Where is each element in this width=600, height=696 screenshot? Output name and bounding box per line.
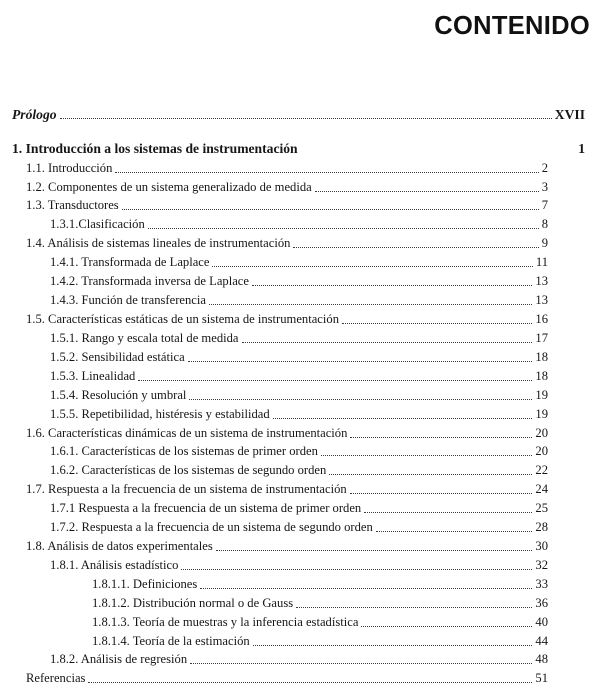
dot-leader xyxy=(376,523,533,532)
toc-entry xyxy=(26,665,548,685)
toc-entry-page: 2 xyxy=(541,161,548,175)
page-title: CONTENIDO xyxy=(434,12,590,40)
toc-entry-label: 1.8. Análisis de datos experimentales xyxy=(26,539,213,553)
toc-entry-label: 1.5.3. Linealidad xyxy=(50,369,136,383)
toc-entry xyxy=(26,230,548,250)
toc-entry xyxy=(50,514,548,534)
toc-entry-label: 1.8.1. Análisis estadístico xyxy=(50,558,179,572)
dot-leader xyxy=(115,164,538,173)
toc-entry xyxy=(50,287,548,307)
toc-entry-label: 1.8.2. Análisis de regresión xyxy=(50,652,188,666)
toc-entry xyxy=(92,609,548,629)
dot-leader xyxy=(209,296,532,305)
toc-entry xyxy=(26,533,548,553)
toc-entry-page: 25 xyxy=(535,501,548,515)
dot-leader xyxy=(88,674,532,683)
toc-entry-page: XVII xyxy=(554,107,585,122)
toc-entry-page: 13 xyxy=(535,274,548,288)
dot-leader xyxy=(296,599,532,608)
toc-entry xyxy=(26,420,548,440)
toc-entry-page: 33 xyxy=(535,577,548,591)
toc-entry-page: 9 xyxy=(541,236,548,250)
toc-entry xyxy=(26,174,548,194)
toc-entry-label: 1.3. Transductores xyxy=(26,198,119,212)
toc-entry-page: 8 xyxy=(541,217,548,231)
dot-leader xyxy=(273,410,533,419)
toc-entry-label: 1.5.2. Sensibilidad estática xyxy=(50,350,185,364)
dot-leader xyxy=(342,315,532,324)
toc-entry xyxy=(50,325,548,345)
toc-entry-label: 1.5.5. Repetibilidad, histéresis y estabilidad xyxy=(50,407,270,421)
dot-leader xyxy=(242,334,533,343)
toc-entry xyxy=(50,457,548,477)
toc-entry-page: 13 xyxy=(535,293,548,307)
toc-entry xyxy=(50,249,548,269)
dot-leader xyxy=(253,637,533,646)
toc-entry-label: 1.6. Características dinámicas de un sistema de instrumentación xyxy=(26,426,348,440)
toc-entry-label: Referencias xyxy=(26,671,86,685)
dot-leader xyxy=(361,618,532,627)
toc-entry-page: 3 xyxy=(541,180,548,194)
toc-entry xyxy=(26,155,548,175)
toc-entry xyxy=(50,495,548,515)
dot-leader xyxy=(190,655,532,664)
toc-entry-page: 19 xyxy=(535,388,548,402)
toc-entry-label: 1.5.1. Rango y escala total de medida xyxy=(50,331,239,345)
dot-leader xyxy=(181,561,532,570)
dot-leader xyxy=(321,447,533,456)
toc-entry-page: 30 xyxy=(535,539,548,553)
toc-entry xyxy=(50,646,548,666)
toc-entry xyxy=(50,344,548,364)
dot-leader xyxy=(216,542,533,551)
toc-entry xyxy=(50,401,548,421)
toc-entry-page: 17 xyxy=(535,331,548,345)
toc-entry xyxy=(26,306,548,326)
toc-entry-label: 1.4.2. Transformada inversa de Laplace xyxy=(50,274,249,288)
dot-leader xyxy=(364,504,532,513)
dot-leader xyxy=(188,353,533,362)
dot-leader xyxy=(350,429,532,438)
toc-entry xyxy=(26,476,548,496)
dot-leader xyxy=(350,485,533,494)
toc-entry-prologo xyxy=(12,102,585,122)
dot-leader xyxy=(252,277,532,286)
toc-entry-label: 1.4.3. Función de transferencia xyxy=(50,293,206,307)
toc-entry-label: 1.5. Características estáticas de un sistema de instrumentación xyxy=(26,312,339,326)
toc-entry-label: 1.3.1.Clasificación xyxy=(50,217,145,231)
toc-entry xyxy=(50,211,548,231)
toc-entry xyxy=(92,628,548,648)
toc-entry-page: 44 xyxy=(535,634,548,648)
toc-entry-page: 18 xyxy=(535,350,548,364)
dot-leader xyxy=(200,580,532,589)
toc-entry-page: 7 xyxy=(541,198,548,212)
toc-entry-page: 11 xyxy=(535,255,548,269)
toc-entry xyxy=(26,192,548,212)
toc-entry xyxy=(50,438,548,458)
toc-entry-page: 20 xyxy=(535,426,548,440)
dot-leader xyxy=(122,201,539,210)
dot-leader xyxy=(148,220,539,229)
toc-entry-page: 22 xyxy=(535,463,548,477)
toc-entry-label: 1.7.2. Respuesta a la frecuencia de un sistema de segundo orden xyxy=(50,520,373,534)
dot-leader xyxy=(212,258,532,267)
toc-entry-page: 1 xyxy=(578,141,585,156)
toc-entry-label: 1.1. Introducción xyxy=(26,161,113,175)
toc-entry xyxy=(50,382,548,402)
toc-entry-label: 1.2. Componentes de un sistema generalizado de medida xyxy=(26,180,312,194)
toc-entry-chapter xyxy=(12,136,585,156)
dot-leader xyxy=(189,391,532,400)
toc-entry-page: 51 xyxy=(535,671,548,685)
toc-entry-label: 1.8.1.3. Teoría de muestras y la inferencia estadística xyxy=(92,615,359,629)
toc-entry xyxy=(50,552,548,572)
toc-entry-label: 1.8.1.4. Teoría de la estimación xyxy=(92,634,250,648)
toc-entry xyxy=(92,590,548,610)
toc-entry-label: 1.8.1.2. Distribución normal o de Gauss xyxy=(92,596,294,610)
dot-leader xyxy=(138,372,532,381)
dot-leader xyxy=(60,110,552,119)
toc-entry-page: 40 xyxy=(535,615,548,629)
toc-entry xyxy=(50,268,548,288)
dot-leader xyxy=(329,466,532,475)
toc-entry-page: 16 xyxy=(535,312,548,326)
toc-entry-label: 1.7. Respuesta a la frecuencia de un sistema de instrumentación xyxy=(26,482,347,496)
toc-entry-page: 18 xyxy=(535,369,548,383)
toc-entry-label: 1.4. Análisis de sistemas lineales de instrumentación xyxy=(26,236,291,250)
toc-entry-page: 48 xyxy=(535,652,548,666)
dot-leader xyxy=(315,183,539,192)
toc-entry-page: 28 xyxy=(535,520,548,534)
toc-entry-label: 1.6.2. Características de los sistemas de segundo orden xyxy=(50,463,327,477)
dot-leader xyxy=(293,239,538,248)
toc-entry-label: 1.8.1.1. Definiciones xyxy=(92,577,198,591)
toc-entry-label: 1.5.4. Resolución y umbral xyxy=(50,388,187,402)
toc-entry-label: Prólogo xyxy=(12,107,57,122)
toc-entry-page: 36 xyxy=(535,596,548,610)
dot-leader xyxy=(301,146,576,154)
toc-entry-page: 24 xyxy=(535,482,548,496)
toc-entry xyxy=(92,571,548,591)
toc-entry-page: 19 xyxy=(535,407,548,421)
toc-entry-label: 1.7.1 Respuesta a la frecuencia de un sistema de primer orden xyxy=(50,501,362,515)
toc-entry-label: 1. Introducción a los sistemas de instrumentación xyxy=(12,141,298,156)
toc-entry-label: 1.6.1. Características de los sistemas de primer orden xyxy=(50,444,318,458)
toc-entry xyxy=(50,363,548,383)
toc-entry-page: 32 xyxy=(535,558,548,572)
toc-entry-page: 20 xyxy=(535,444,548,458)
toc-entry-label: 1.4.1. Transformada de Laplace xyxy=(50,255,210,269)
